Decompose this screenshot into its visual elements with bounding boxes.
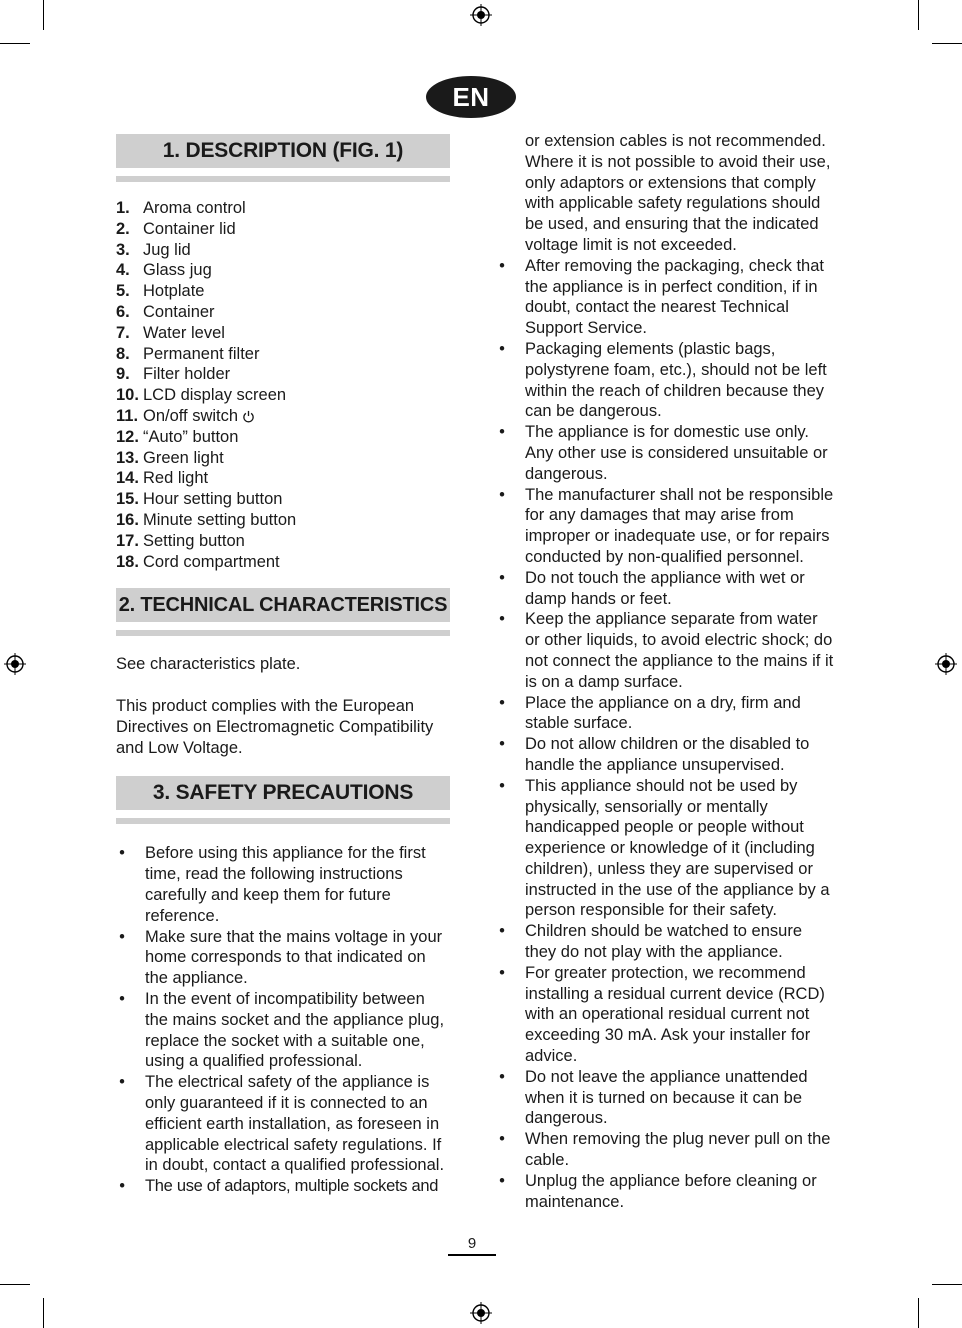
list-item: 17. Setting button xyxy=(116,531,245,550)
list-item: • The manufacturer shall not be responsible for any damages that may arise from improper or inadequate use, or for repairs conducted by non-qualified personnel. xyxy=(499,485,834,566)
list-item: • After removing the packaging, check that the appliance is in perfect condition, if in doubt, contact the nearest Technical Support Service. xyxy=(499,256,824,338)
crop-mark-top-left-vertical xyxy=(43,0,44,30)
list-item: • Do not touch the appliance with wet or damp hands or feet. xyxy=(499,568,805,608)
crop-mark-top-right-vertical xyxy=(918,0,919,30)
section-2-title: 2. TECHNICAL CHARACTERISTICS xyxy=(116,588,450,622)
list-item: 15. Hour setting button xyxy=(116,490,283,509)
list-item: 14. Red light xyxy=(116,469,209,488)
left-column xyxy=(116,134,450,1197)
page-number: 9 xyxy=(467,1235,477,1252)
list-item: 4. Glass jug xyxy=(116,261,212,280)
characteristics-note: See characteristics plate. xyxy=(116,655,301,674)
safety-list-right xyxy=(496,256,836,1213)
list-item: • Do not allow children or the disabled to handle the appliance unsupervised. xyxy=(499,735,810,774)
list-item: • For greater protection, we recommend installing a residual current device (RCD) with an operational residual current not exceeding 30 mA. Ask your installer for advice. xyxy=(499,963,825,1066)
list-item: 12. “Auto” button xyxy=(116,427,239,446)
page-number-rule xyxy=(448,1254,496,1256)
section-divider xyxy=(116,176,450,182)
list-item: 8. Permanent filter xyxy=(116,344,260,363)
list-item: 2. Container lid xyxy=(116,219,236,238)
right-column xyxy=(496,131,836,1212)
crop-mark-bottom-right-vertical xyxy=(918,1298,919,1328)
compliance-statement: This product complies with the European Directives on Electromagnetic Compatibility and Low Voltage. xyxy=(116,697,434,758)
list-item: 10. LCD display screen xyxy=(116,386,287,405)
list-item: • The appliance is for domestic use only. Any other use is considered unsuitable or dangerous. xyxy=(499,423,828,483)
list-item: • Keep the appliance separate from water or other liquids, to avoid electric shock; do not connect the appliance to the mains if it is on a damp surface. xyxy=(499,610,834,691)
list-item: • In the event of incompatibility between the mains socket and the appliance plug, replace the socket with a suitable one, using a qualified professional. xyxy=(119,989,445,1071)
list-item: 5. Hotplate xyxy=(116,282,205,301)
list-item: 9. Filter holder xyxy=(116,365,231,384)
list-item: 16. Minute setting button xyxy=(116,510,297,529)
continued-text: or extension cables is not recommended. Where it is not possible to avoid their use, only adaptors or extensions that comply with applicable safety regulations should be used, and ensuring that the indicated voltage limit is not exceeded. xyxy=(525,132,831,254)
power-icon xyxy=(242,410,255,423)
crop-mark-bottom-left-vertical xyxy=(43,1298,44,1328)
registration-mark-icon xyxy=(935,653,957,675)
list-item: 18. Cord compartment xyxy=(116,552,280,571)
language-badge: EN xyxy=(426,76,516,118)
list-item: • The electrical safety of the appliance is only guaranteed if it is connected to an efficient earth installation, as foreseen in applicable electrical safety regulations. If in doubt, contact a qualified professional. xyxy=(119,1073,445,1175)
list-item: 13. Green light xyxy=(116,448,224,467)
crop-mark-top-right-horizontal xyxy=(932,43,962,44)
registration-mark-icon xyxy=(470,1302,492,1324)
list-item: • Packaging elements (plastic bags, polystyrene foam, etc.), should not be left within the reach of children because they can be dangerous. xyxy=(499,339,827,421)
list-item: • Do not leave the appliance unattended when it is turned on because it can be dangerous. xyxy=(499,1067,808,1128)
list-item: • Make sure that the mains voltage in your home corresponds to that indicated on the appliance. xyxy=(119,927,443,988)
list-item: 6. Container xyxy=(116,302,215,321)
list-item: • Place the appliance on a dry, firm and stable surface. xyxy=(499,693,801,733)
section-3-title: 3. SAFETY PRECAUTIONS xyxy=(116,776,450,810)
safety-list-left xyxy=(116,843,450,1197)
list-item: • This appliance should not be used by physically, sensorially or mentally handicapped people or people without experience or knowledge of it (including children), unless they are supervised or instructed in the use of the appliance by a person responsible for their safety. xyxy=(499,776,830,920)
crop-mark-bottom-left-horizontal xyxy=(0,1284,30,1285)
section-divider xyxy=(116,630,450,636)
list-item: 3. Jug lid xyxy=(116,240,191,259)
list-item: • Unplug the appliance before cleaning or maintenance. xyxy=(499,1171,817,1211)
crop-mark-bottom-right-horizontal xyxy=(932,1284,962,1285)
section-1-title: 1. DESCRIPTION (FIG. 1) xyxy=(116,134,450,168)
list-item: • Before using this appliance for the first time, read the following instructions carefully and keep them for future reference. xyxy=(119,844,426,925)
list-item: 11. On/off switch xyxy=(116,406,450,427)
list-item: • Children should be watched to ensure they do not play with the appliance. xyxy=(499,922,803,962)
list-item: • When removing the plug never pull on the cable. xyxy=(499,1130,831,1170)
list-item: 1. Aroma control xyxy=(116,199,246,217)
list-item: 7. Water level xyxy=(116,323,225,342)
section-divider xyxy=(116,818,450,824)
list-item: • The use of adaptors, multiple sockets and xyxy=(119,1177,439,1196)
registration-mark-icon xyxy=(470,4,492,26)
crop-mark-top-left-horizontal xyxy=(0,43,30,44)
registration-mark-icon xyxy=(4,653,26,675)
description-list xyxy=(116,198,450,572)
